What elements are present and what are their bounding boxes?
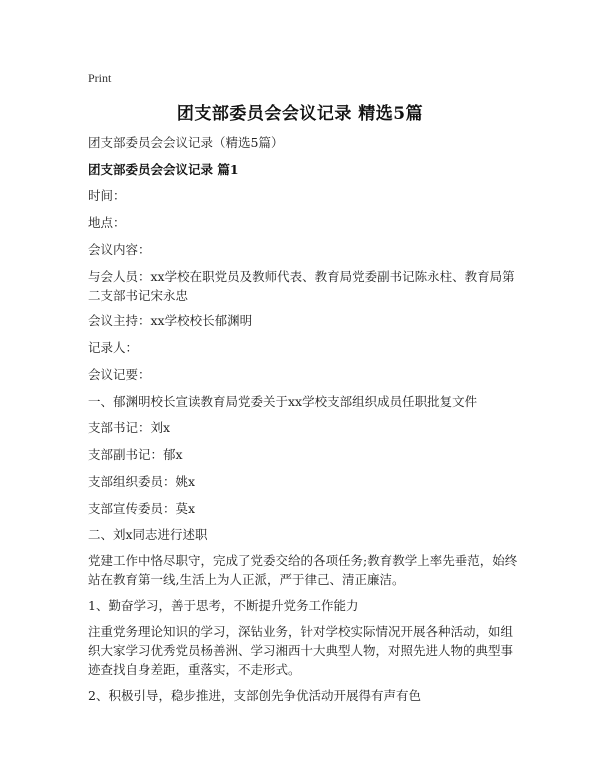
branch-deputy-secretary: 支部副书记：郁x (88, 447, 183, 462)
meeting-summary-label: 会议记要： (88, 367, 151, 382)
meeting-place: 地点： (88, 215, 126, 230)
section-heading: 团支部委员会会议记录 篇1 (88, 162, 239, 177)
meeting-content: 会议内容： (88, 242, 151, 257)
agenda-item-one: 一、郁渊明校长宣读教育局党委关于xx学校支部组织成员任职批复文件 (88, 394, 478, 409)
point-one-heading: 1、勤奋学习，善于思考，不断提升党务工作能力 (88, 598, 359, 613)
agenda-item-two: 二、刘x同志进行述职 (88, 527, 208, 542)
paragraph-study: 注重党务理论知识的学习，深钻业务，针对学校实际情况开展各种活动，如组织大家学习优秀党员杨善洲、学习湘西十大典型人物，对照先进人物的典型事迹查找自身差距，重落实，不走形式。 (88, 624, 514, 677)
meeting-attendees: 与会人员：xx学校在职党员及教师代表、教育局党委副书记陈永柱、教育局第二支部书记宋永忠 (88, 269, 515, 303)
branch-secretary: 支部书记：刘x (88, 420, 171, 435)
branch-organization-member: 支部组织委员：姚x (88, 474, 196, 489)
paragraph-work-summary: 党建工作中恪尽职守，完成了党委交给的各项任务;教育教学上率先垂范，始终站在教育第一线,生活上为人正派，严于律己、清正廉洁。 (88, 553, 518, 587)
meeting-time: 时间： (88, 188, 126, 203)
branch-publicity-member: 支部宣传委员：莫x (88, 501, 196, 516)
meeting-recorder: 记录人： (88, 340, 139, 355)
document-title: 团支部委员会会议记录 精选5篇 (176, 104, 424, 124)
document-subtitle: 团支部委员会会议记录（精选5篇） (88, 135, 284, 150)
point-two-heading: 2、积极引导，稳步推进，支部创先争优活动开展得有声有色 (88, 688, 421, 703)
print-label: Print (88, 71, 112, 85)
meeting-host: 会议主持：xx学校校长郁渊明 (88, 313, 253, 328)
